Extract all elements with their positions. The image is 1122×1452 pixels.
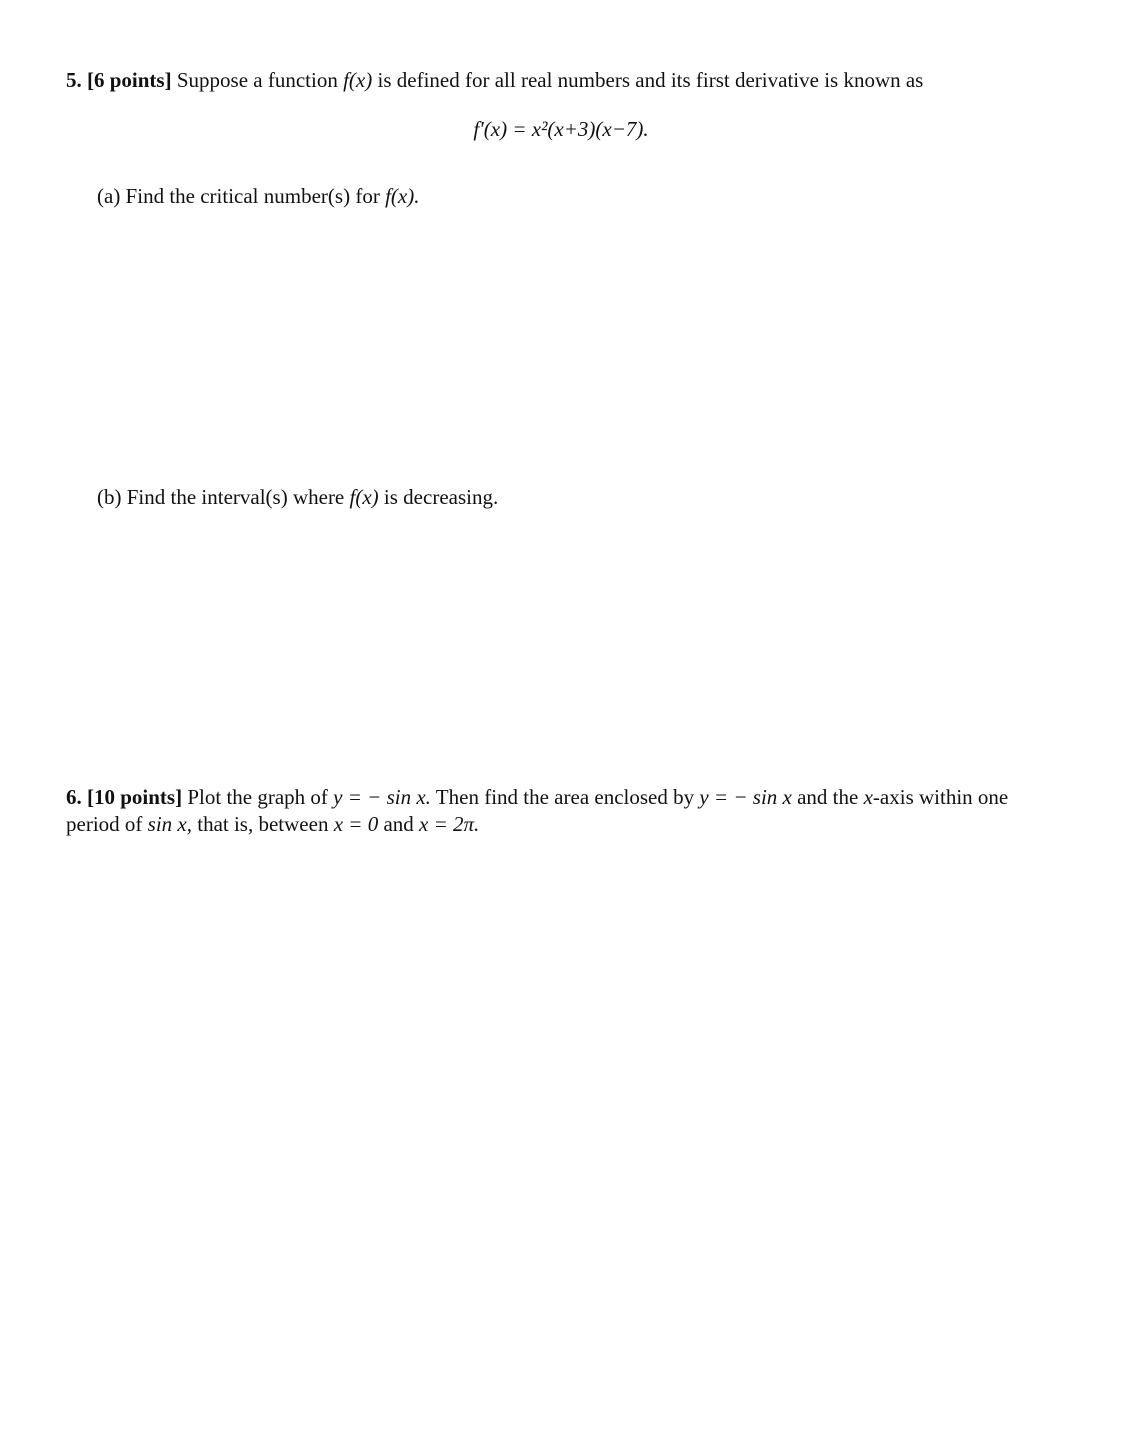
question-5-intro-rest: is defined for all real numbers and its first derivative is known as [377, 68, 924, 92]
part-a-function: f(x). [385, 184, 420, 208]
question-6-points: [10 points] [87, 785, 183, 809]
question-6-equation-1: y = − sin x. [333, 785, 431, 809]
question-6-text-4: -axis within one [872, 785, 1009, 809]
derivative-formula: f′(x) = x²(x+3)(x−7). [473, 117, 649, 141]
question-6-x-variable: x [863, 785, 873, 809]
question-6-text-5: period of [66, 812, 143, 836]
question-6-text-3: and the [797, 785, 859, 809]
question-6-upper-bound: x = 2π. [419, 812, 480, 836]
question-6-text-2: Then find the area enclosed by [435, 785, 695, 809]
question-6-number: 6. [66, 785, 82, 809]
question-6-equation-2: y = − sin x [699, 785, 792, 809]
part-a-label: (a) Find the critical number(s) for [97, 184, 380, 208]
question-5-intro: Suppose a function [176, 68, 338, 92]
part-a-prompt [97, 183, 419, 210]
question-6-lower-bound: x = 0 [333, 812, 379, 836]
question-5-number: 5. [66, 68, 82, 92]
question-6-text-6: that is, between [197, 812, 329, 836]
question-6-text-1: Plot the graph of [187, 785, 328, 809]
question-5-points: [6 points] [87, 68, 172, 92]
part-b-prompt [97, 484, 498, 511]
question-6 [66, 784, 1061, 838]
question-6-line-2 [66, 811, 1061, 838]
question-5-function: f(x) [343, 68, 373, 92]
question-5-header [66, 67, 1066, 94]
question-6-line-1 [66, 784, 1061, 811]
question-6-sin-x: sin x, [147, 812, 192, 836]
part-b-tail: is decreasing. [383, 485, 499, 509]
question-6-text-7: and [383, 812, 414, 836]
part-b-function: f(x) [349, 485, 379, 509]
part-b-label: (b) Find the interval(s) where [97, 485, 345, 509]
